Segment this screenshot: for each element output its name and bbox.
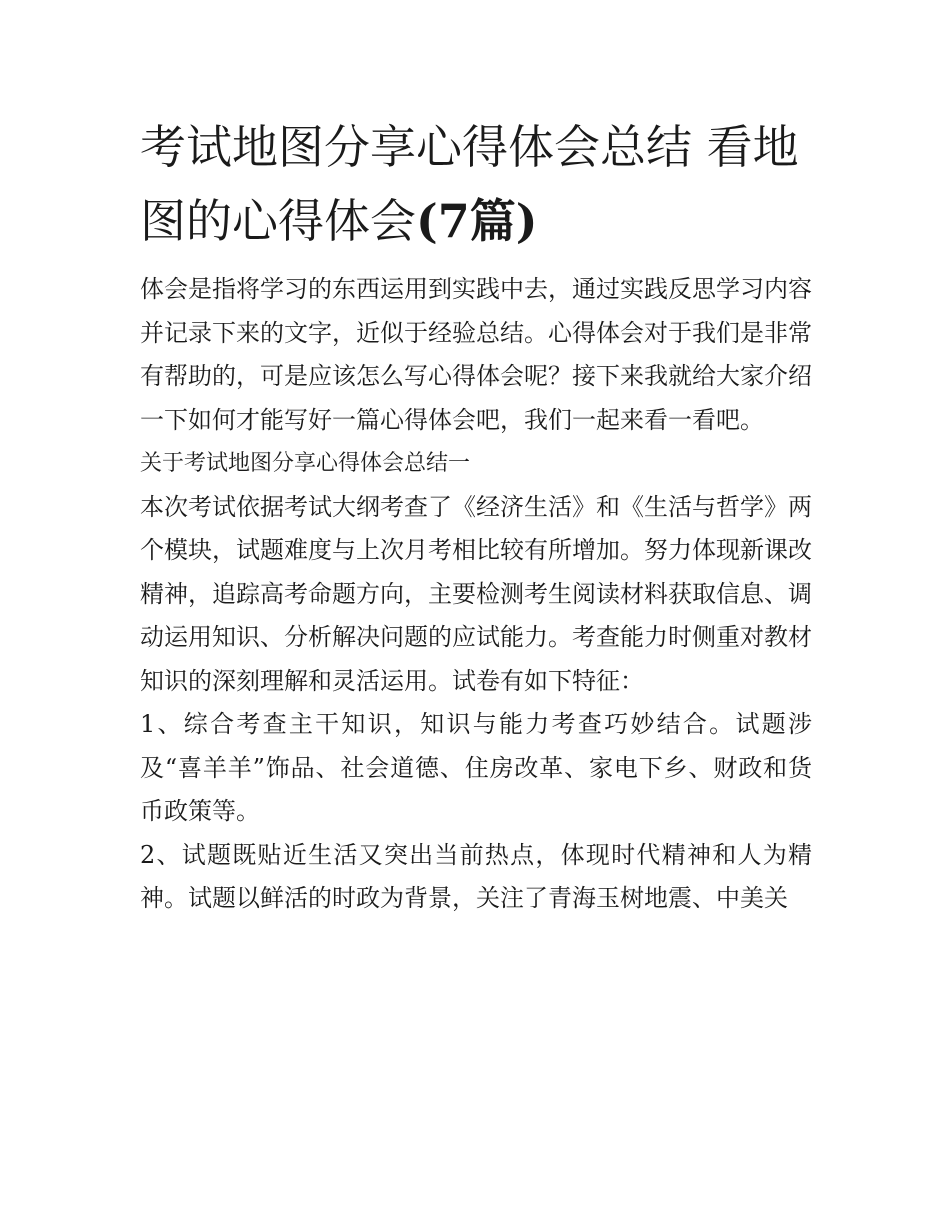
list-item-1: 1、综合考查主干知识，知识与能力考查巧妙结合。试题涉及“喜羊羊”饰品、社会道德、住房改革、家电下乡、财政和货币政策等。 [140,710,812,825]
section-heading: 关于考试地图分享心得体会总结一 [140,451,471,476]
section-body-paragraph: 本次考试依据考试大纲考查了《经济生活》和《生活与哲学》两个模块，试题难度与上次月考相比较有所增加。努力体现新课改精神，追踪高考命题方向，主要检测考生阅读材料获取信息、调动运用知识、分析解决问题的应试能力。考查能力时侧重对教材知识的深刻理解和灵活运用。试卷有如下特征： [140,492,812,695]
list-item-2: 2、试题既贴近生活又突出当前热点，体现时代精神和人为精神。试题以鲜活的时政为背景，关注了青海玉树地震、中美关 [140,840,812,912]
document-title [140,110,812,258]
title-main: 考试地图分享心得体会总结 看地图的心得体会 [140,120,799,248]
title-suffix: (7篇) [416,194,538,248]
intro-paragraph: 体会是指将学习的东西运用到实践中去，通过实践反思学习内容并记录下来的文字，近似于经验总结。心得体会对于我们是非常有帮助的，可是应该怎么写心得体会呢？接下来我就给大家介绍一下如何才能写好一篇心得体会吧，我们一起来看一看吧。 [140,275,812,434]
document-page [140,110,812,921]
